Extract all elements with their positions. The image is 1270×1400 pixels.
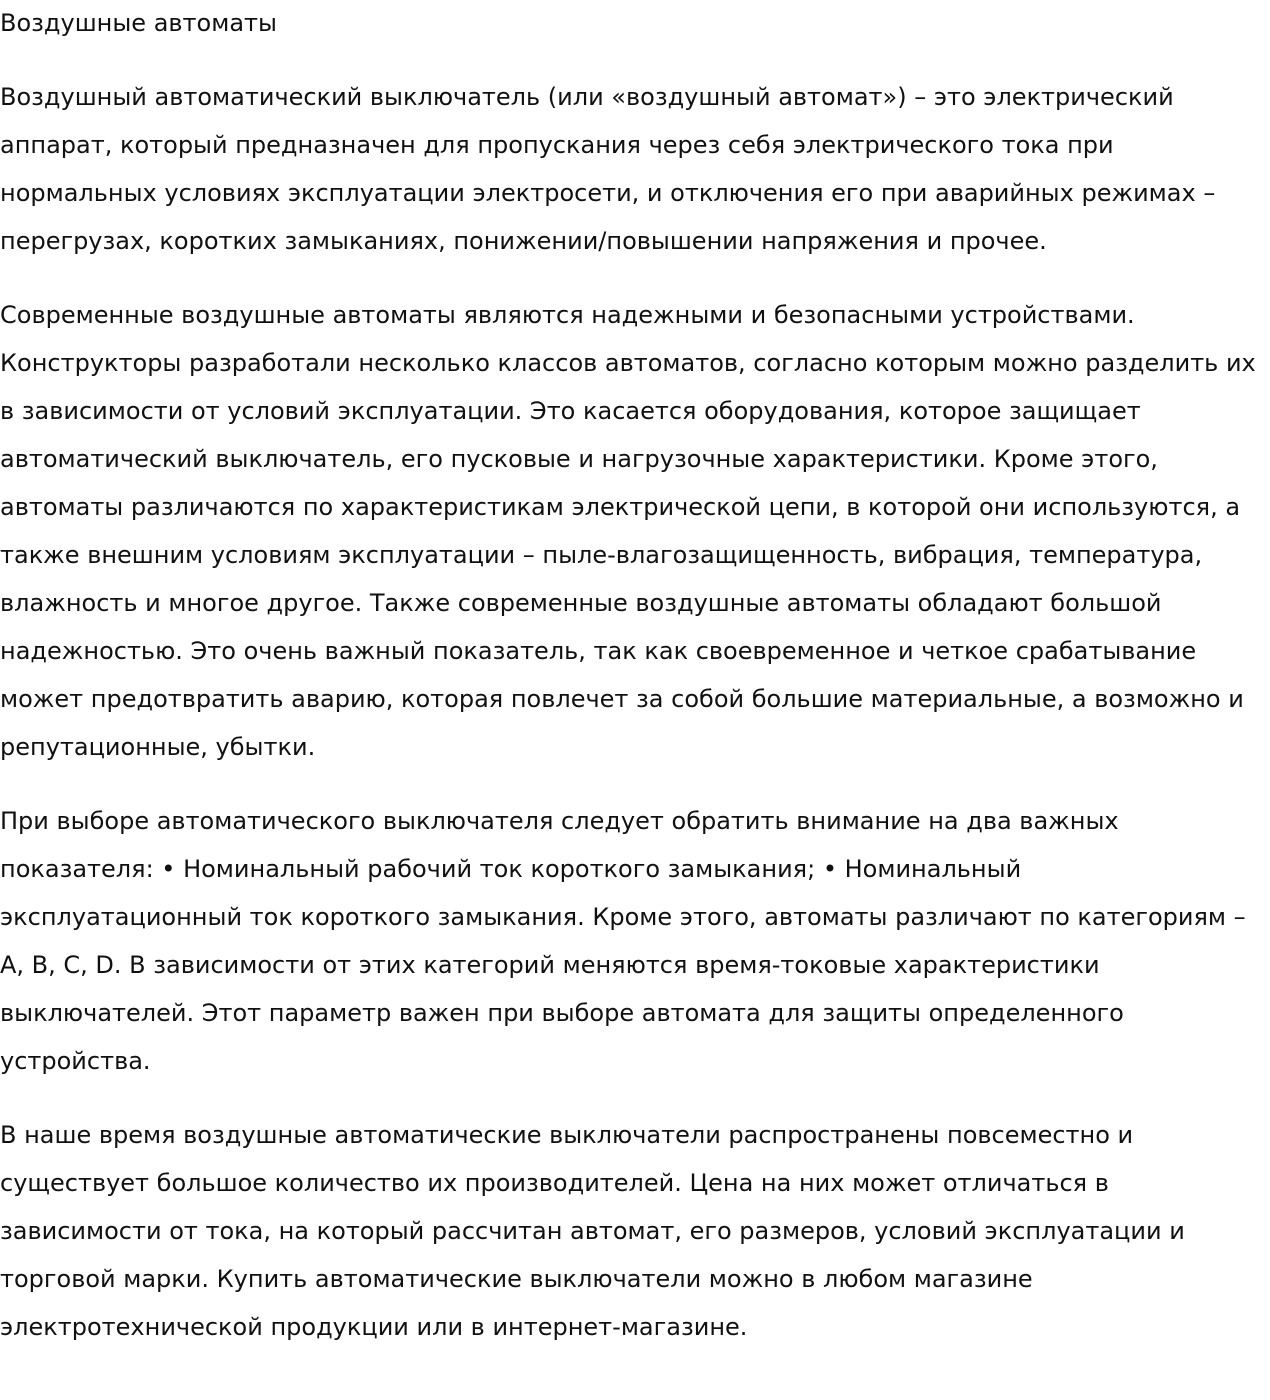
- spacer: [0, 771, 1268, 797]
- article-title: Воздушные автоматы: [0, 9, 277, 37]
- paragraph-selection: При выборе автоматического выключателя следует обратить внимание на два важных показателя: • Номинальный рабочий ток короткого замыкания; • Номинальный эксплуатационный ток короткого замыкания. Кроме этого, автоматы различают по категориям – A, B, C, D. В зависимости от этих категорий меняются время-токовые характеристики выключателей. Этот параметр важен при выборе автомата для защиты определенного устройства.: [0, 807, 1246, 1075]
- spacer: [0, 265, 1268, 291]
- spacer: [0, 1085, 1268, 1111]
- paragraph-intro: Воздушный автоматический выключатель (или «воздушный автомат») – это электрический аппарат, который предназначен для пропускания через себя электрического тока при нормальных условиях эксплуатации электросети, и отключения его при аварийных режимах – перегрузах, коротких замыканиях, понижении/повышении напряжения и прочее.: [0, 83, 1216, 255]
- paragraph-modern-breakers: Современные воздушные автоматы являются надежными и безопасными устройствами. Конструкторы разработали несколько классов автоматов, согласно которым можно разделить их в зависимости от условий эксплуатации. Это касается оборудования, которое защищает автоматический выключатель, его пусковые и нагрузочные характеристики. Кроме этого, автоматы различаются по характеристикам электрической цепи, в которой они используются, а также внешним условиям эксплуатации – пыле-влагозащищенность, вибрация, температура, влажность и многое другое. Также современные воздушные автоматы обладают большой надежностью. Это очень важный показатель, так как своевременное и четкое срабатывание может предотвратить аварию, которая повлечет за собой большие материальные, а возможно и репутационные, убытки.: [0, 301, 1256, 761]
- spacer: [0, 47, 1268, 73]
- paragraph-market: В наше время воздушные автоматические выключатели распространены повсеместно и существует большое количество их производителей. Цена на них может отличаться в зависимости от тока, на который рассчитан автомат, его размеров, условий эксплуатации и торговой марки. Купить автоматические выключатели можно в любом магазине электротехнической продукции или в интернет-магазине.: [0, 1121, 1185, 1341]
